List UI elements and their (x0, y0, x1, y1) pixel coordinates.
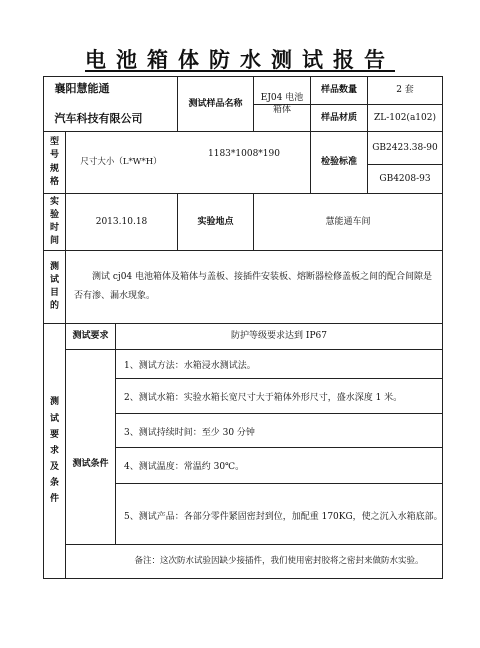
spec-label: 型号规格 (49, 137, 59, 187)
sample-qty-value: 2 套 (396, 85, 414, 96)
standard-value-2: GB4208-93 (379, 173, 431, 184)
experiment-place-value: 慧能通车间 (325, 216, 371, 227)
standard-value-1: GB2423.38-90 (372, 142, 438, 153)
condition-item-2: 2、测试水箱：实验水箱长宽尺寸大于箱体外形尺寸，盛水深度 1 米。 (124, 393, 403, 403)
note: 备注：这次防水试验因缺少接插件，我们使用密封胶将之密封来做防水实验。 (134, 555, 424, 566)
requirements-section-label: 测试要求及条件 (49, 397, 59, 505)
sample-qty-label: 样品数量 (320, 85, 357, 96)
sample-material-value: ZL-102(a102) (373, 112, 436, 123)
condition-label: 测试条件 (72, 458, 109, 469)
condition-item-1: 1、测试方法：水箱浸水测试法。 (124, 361, 256, 371)
report-title: 电池箱体防水测试报告 (85, 47, 395, 72)
purpose-label: 测试目的 (49, 261, 59, 312)
size-value: 1183*1008*190 (208, 149, 280, 160)
table-border-bottom (43, 578, 443, 579)
company-line-1: 襄阳慧能通 (54, 82, 110, 95)
sample-material-label: 样品材质 (320, 112, 357, 123)
sample-name-label: 测试样品名称 (188, 98, 243, 109)
table-border-right (442, 76, 443, 579)
standard-label: 检验标准 (320, 157, 357, 168)
experiment-time-label: 实验时间 (49, 196, 59, 247)
requirement-value: 防护等级要求达到 IP67 (231, 331, 327, 342)
condition-item-3: 3、测试持续时间：至少 30 分钟 (124, 428, 255, 438)
requirement-label: 测试要求 (72, 331, 109, 342)
condition-item-5: 5、测试产品：各部分零件紧固密封到位，加配重 170KG，使之沉入水箱底部。 (124, 512, 443, 522)
size-label: 尺寸大小（L*W*H） (80, 156, 162, 167)
experiment-place-label: 实验地点 (197, 216, 234, 227)
purpose-text: 测试 cj04 电池箱体及箱体与盖板、接插件安装板、熔断器检修盖板之间的配合间隙是否有渗、漏水现象。 (74, 272, 433, 301)
company-line-2: 汽车科技有限公司 (54, 112, 143, 125)
company-name (44, 77, 177, 131)
condition-item-4: 4、测试温度：常温约 30℃。 (124, 462, 245, 472)
sample-name-value: EJ04 电池箱体 (260, 92, 304, 115)
experiment-time-value: 2013.10.18 (95, 216, 148, 227)
